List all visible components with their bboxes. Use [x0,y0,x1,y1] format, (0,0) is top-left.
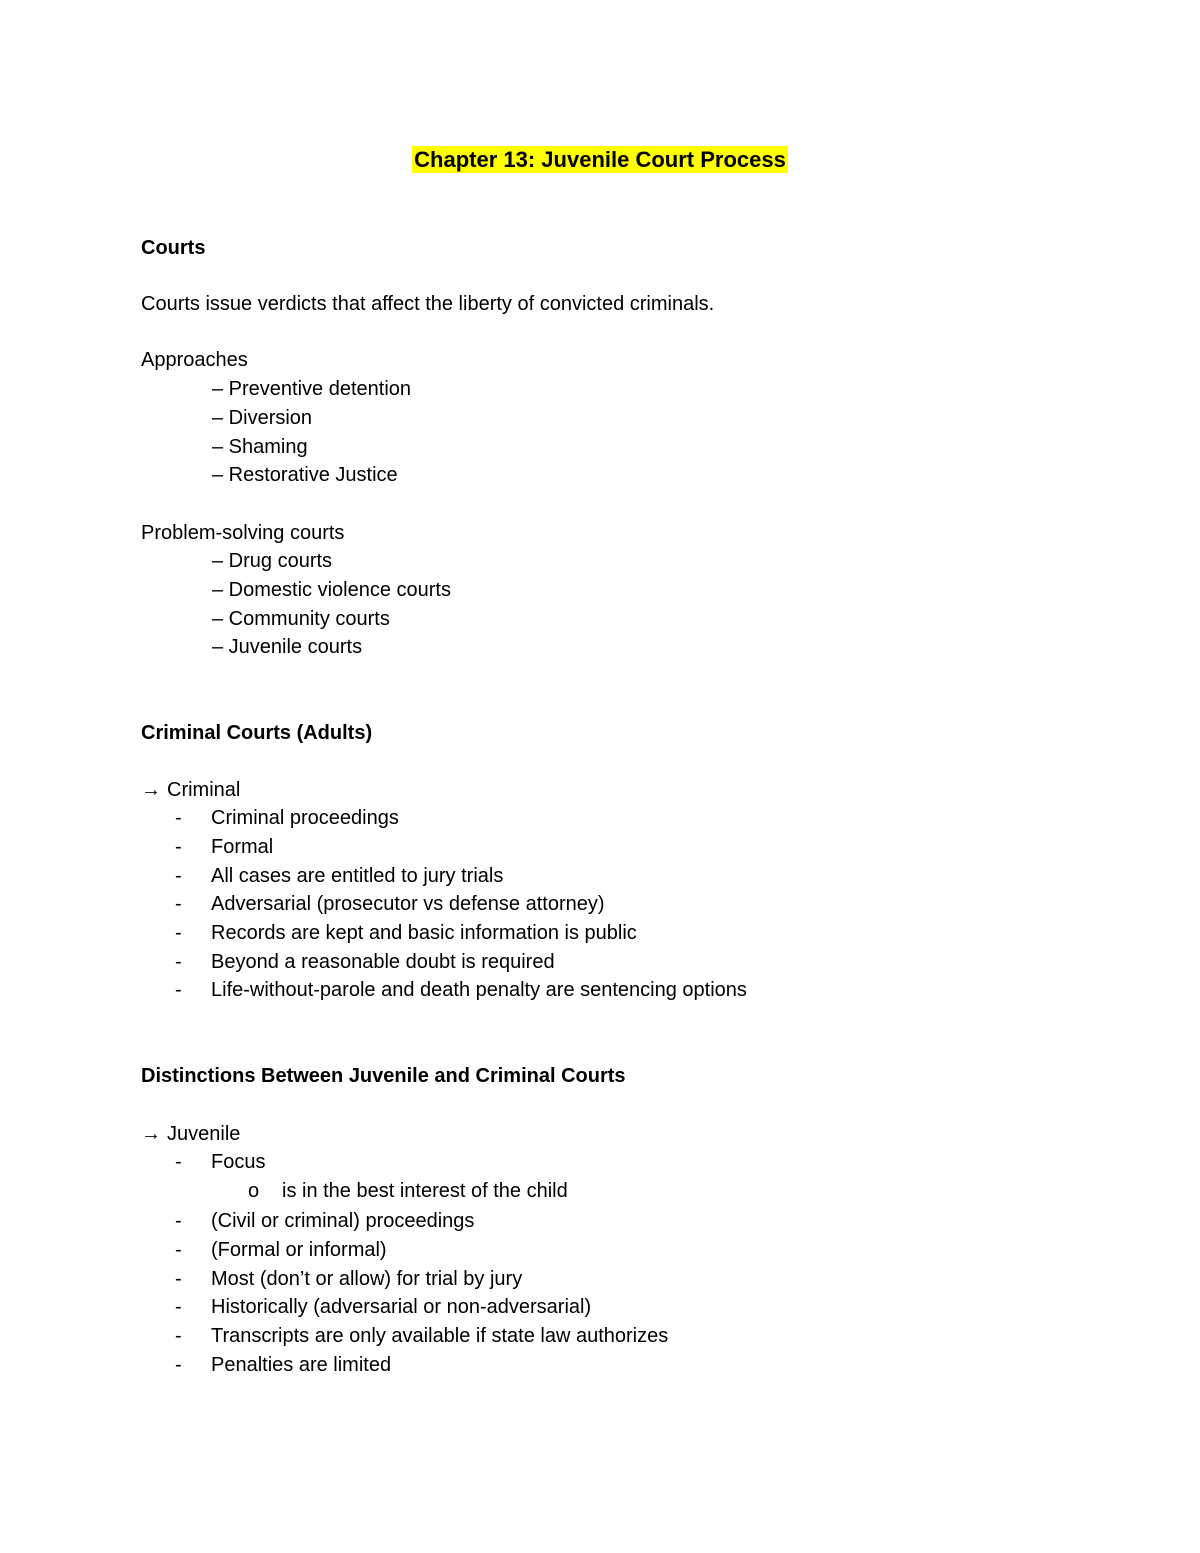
list-item: Beyond a reasonable doubt is required [211,951,555,973]
dash-bullet: - [175,893,182,915]
criminal-label: Criminal [167,779,241,801]
dash-bullet: - [175,1325,182,1347]
dash-bullet: - [175,836,182,858]
circle-bullet-icon: o [248,1180,260,1202]
list-item: – Drug courts [212,550,333,572]
section-heading-distinctions: Distinctions Between Juvenile and Criminal Courts [141,1065,626,1087]
list-item: – Diversion [212,407,313,429]
list-item: Life-without-parole and death penalty are sentencing options [211,979,747,1001]
dash-bullet: - [175,1151,182,1173]
juvenile-label: Juvenile [167,1123,241,1145]
dash-bullet: - [175,865,182,887]
title-highlight: Chapter 13: Juvenile Court Process [414,147,786,172]
criminal-label-line [141,777,240,803]
dash-bullet: - [175,1210,182,1232]
list-item: Records are kept and basic information is public [211,922,637,944]
juvenile-label-line [141,1121,240,1147]
section-heading-criminal-courts: Criminal Courts (Adults) [141,722,373,744]
arrow-right-icon: → [141,1123,161,1145]
dash-bullet: - [175,1296,182,1318]
list-item: Formal [211,836,274,858]
list-item: Criminal proceedings [211,807,399,829]
dash-bullet: - [175,1268,182,1290]
dash-bullet: - [175,979,182,1001]
list-item: – Restorative Justice [212,464,398,486]
list-item: Adversarial (prosecutor vs defense attorney) [211,893,605,915]
approaches-label: Approaches [141,349,248,371]
arrow-right-icon: → [141,779,161,801]
list-item: Transcripts are only available if state law authorizes [211,1325,669,1347]
courts-intro: Courts issue verdicts that affect the liberty of convicted criminals. [141,293,715,315]
dash-bullet: - [175,807,182,829]
list-item: Historically (adversarial or non-adversarial) [211,1296,592,1318]
list-item: – Domestic violence courts [212,579,451,601]
list-item: (Civil or criminal) proceedings [211,1210,475,1232]
list-item: (Formal or informal) [211,1239,387,1261]
sub-list-item: is in the best interest of the child [282,1180,568,1202]
dash-bullet: - [175,1239,182,1261]
list-item: Penalties are limited [211,1354,392,1376]
list-item: – Shaming [212,436,308,458]
list-item: – Community courts [212,608,390,630]
list-item: All cases are entitled to jury trials [211,865,504,887]
problem-solving-label: Problem-solving courts [141,522,345,544]
list-item: – Juvenile courts [212,636,363,658]
dash-bullet: - [175,1354,182,1376]
list-item: Most (don’t or allow) for trial by jury [211,1268,523,1290]
dash-bullet: - [175,922,182,944]
section-heading-courts: Courts [141,237,206,259]
dash-bullet: - [175,951,182,973]
list-item: – Preventive detention [212,378,412,400]
page-title [0,145,1200,175]
list-item-focus: Focus [211,1151,266,1173]
